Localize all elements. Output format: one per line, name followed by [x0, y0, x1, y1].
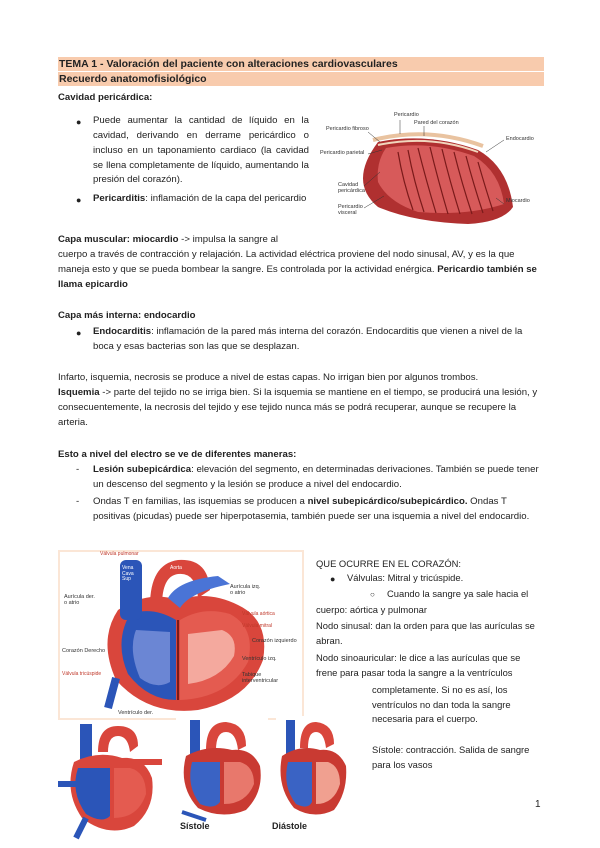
heart-diagram	[58, 550, 304, 720]
label-tabique: Tabique interventricular	[242, 672, 279, 685]
dash-icon: -	[76, 496, 80, 507]
bullet-icon: ●	[76, 328, 82, 338]
muscular-paragraph: Capa muscular: miocardio -> impulsa la sangre al cuerpo a través de contracción y relajación. La actividad eléctrica proviene del nodo sinusal, AV, y es la que maneja esto y que se pueda bombear la sangre. Es controlada por la actividad enérgica. Pericardio también se llama epicardio	[58, 234, 537, 290]
caption-diastole: Diástole	[272, 821, 308, 831]
bullet-icon: ●	[76, 195, 82, 205]
bullet-icon: ●	[76, 117, 82, 127]
label-vena-cava: Vena Cava Sup	[122, 565, 134, 582]
label-fibroso: Pericardio fibroso	[326, 126, 369, 132]
valves-sub: Cuando la sangre ya sale hacia el	[387, 588, 529, 599]
label-miocardio: Miocardio	[506, 198, 530, 204]
pericardic-bullet-2: Pericarditis: inflamación de la capa del pericardio	[93, 193, 307, 204]
valves-sub-cont: cuerpo: aórtica y pulmonar	[316, 604, 427, 615]
bullet-icon: ●	[330, 574, 336, 584]
heart-anatomy-svg	[58, 550, 304, 720]
heart-section-heading: QUE OCURRE EN EL CORAZÓN:	[316, 558, 461, 569]
label-valv-aortica: Válvula aórtica	[242, 611, 275, 617]
label-parietal: Pericardio parietal	[320, 150, 365, 156]
heart-image-diastole	[272, 716, 350, 840]
heart-image-blood-flow	[58, 722, 166, 840]
heart-image-systole	[176, 716, 268, 840]
sinoauricular-node: Nodo sinoauricular: le dice a las aurículas que se frene para pasar toda la sangre a la ventrículos	[316, 652, 521, 678]
electro-item-2: Ondas T en familias, las isquemias se producen a nivel subepicárdico/subepicárdico. Ondas T positivas (picudas) puede ser hiperpotasemia, también puede ser una isquemia a nivel del endocardio.	[93, 496, 530, 522]
label-pericardio: Pericardio	[394, 112, 419, 118]
diastole-svg	[276, 716, 350, 822]
label-valv-pulmonar: Válvula pulmonar	[100, 551, 139, 557]
label-cor-izq: Corazón izquierdo	[252, 638, 297, 644]
sinus-node: Nodo sinusal: dan la orden para que las aurículas se abran.	[316, 620, 535, 646]
document-title: TEMA 1 - Valoración del paciente con alteraciones cardiovasculares	[58, 57, 544, 71]
label-visceral: Pericardio visceral	[338, 204, 363, 217]
dash-icon: -	[76, 464, 80, 475]
infarct-line: Infarto, isquemia, necrosis se produce a nivel de estas capas. No irrigan bien por algunos trombos.	[58, 372, 479, 383]
label-cavidad: Cavidad pericárdica	[338, 182, 365, 195]
label-endocardio: Endocardio	[506, 136, 534, 142]
label-pared: Pared del corazón	[414, 120, 459, 126]
valves-item: Válvulas: Mitral y tricúspide.	[347, 572, 464, 583]
page-number: 1	[535, 799, 541, 810]
pericardic-bullet-1: Puede aumentar la cantidad de líquido en la cavidad, derivando en derrame pericárdico o incluso en un taponamiento cardiaco (la cavidad se llena completamente de líquido, aumentando la presión del corazón).	[93, 115, 309, 186]
label-valv-mitral: Válvula mitral	[242, 623, 273, 629]
systole-svg	[176, 716, 268, 822]
electro-heading: Esto a nivel del electro se ve de diferentes maneras:	[58, 449, 297, 460]
inner-heading: Capa más interna: endocardio	[58, 310, 196, 321]
label-cor-der: Corazón Derecho	[62, 648, 106, 654]
label-vent-izq: Ventrículo izq.	[242, 656, 277, 662]
electro-item-1: Lesión subepicárdica: elevación del segmento, en determinadas derivaciones. También se puede tener un descenso del segmento y la lesión se produce a nivel del endocardio.	[93, 464, 539, 490]
systole-text: Sístole: contracción. Salida de sangre para los vasos	[372, 744, 530, 770]
circle-bullet-icon: ○	[370, 590, 375, 599]
sinoauricular-cont: completamente. Si no es así, los ventrículos no dan toda la sangre necesaria para el cuerpo.	[372, 684, 511, 725]
label-aur-izq: Aurícula izq. o atrio	[230, 584, 261, 597]
label-valv-tric: Válvula tricúspide	[62, 671, 102, 677]
label-aur-der: Aurícula der. o atrio	[64, 594, 95, 607]
section-subtitle: Recuerdo anatomofisiológico	[58, 72, 544, 86]
pericardic-heading: Cavidad pericárdica:	[58, 92, 153, 103]
inner-bullet: Endocarditis: inflamación de la pared más interna del corazón. Endocarditis que vienen a nivel de la boca y esas bacterias son las que se desplazan.	[93, 326, 523, 352]
label-vent-der: Ventrículo der.	[118, 710, 154, 716]
heart-flow-svg	[58, 722, 166, 840]
caption-sistole: Sístole	[180, 821, 210, 831]
ischemia-paragraph: Isquemia -> parte del tejido no se irriga bien. Si la isquemia se mantiene en el tiempo, se producirá una lesión, y consecuentemente, la necrosis del tejido y ese tejido nunca más se podrá recuperar, aunque se recupere la arteria.	[58, 387, 538, 428]
pericardium-illustration	[318, 112, 544, 230]
label-aorta: Aorta	[170, 565, 182, 571]
